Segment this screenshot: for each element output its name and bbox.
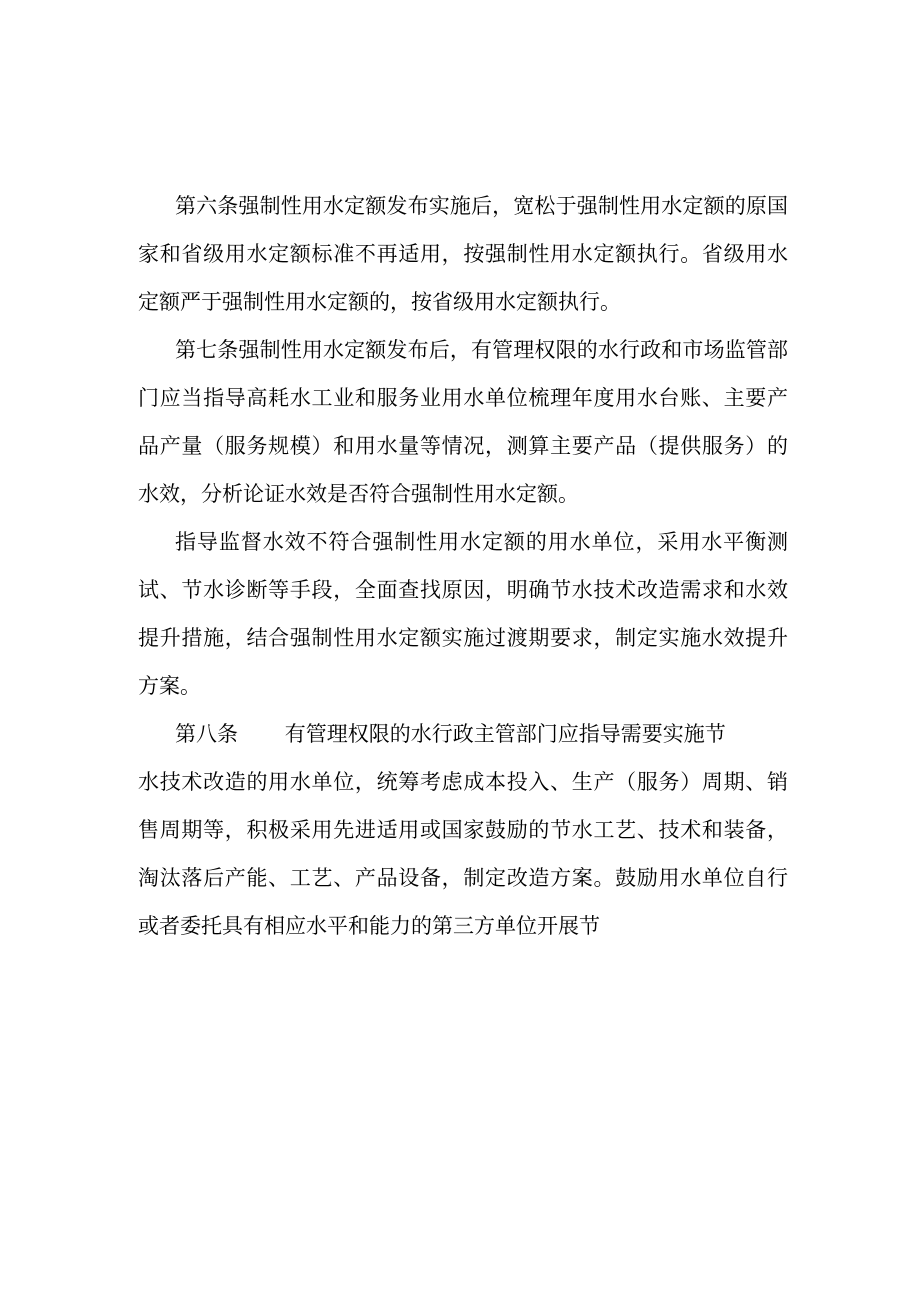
paragraph-article-6: 第六条强制性用水定额发布实施后，宽松于强制性用水定额的原国家和省级用水定额标准不再适用，按强制性用水定额执行。省级用水定额严于强制性用水定额的，按省级用水定额执行。 — [138, 194, 788, 314]
document-body — [138, 182, 788, 950]
article-8-first-line-text: 有管理权限的水行政主管部门应指导需要实施节 — [284, 722, 726, 746]
article-8-heading: 第八条 — [175, 722, 238, 746]
paragraph-article-7: 第七条强制性用水定额发布后，有管理权限的水行政和市场监管部门应当指导高耗水工业和服务业用水单位梳理年度用水台账、主要产品产量（服务规模）和用水量等情况，测算主要产品（提供服务）的水效，分析论证水效是否符合强制性用水定额。 — [138, 338, 788, 506]
article-8-first-line — [138, 710, 788, 758]
paragraph-guidance: 指导监督水效不符合强制性用水定额的用水单位，采用水平衡测试、节水诊断等手段，全面查找原因，明确节水技术改造需求和水效提升措施，结合强制性用水定额实施过渡期要求，制定实施水效提升方案。 — [138, 530, 788, 698]
article-8-body: 水技术改造的用水单位，统筹考虑成本投入、生产（服务）周期、销售周期等，积极采用先进适用或国家鼓励的节水工艺、技术和装备，淘汰落后产能、工艺、产品设备，制定改造方案。鼓励用水单位自行或者委托具有相应水平和能力的第三方单位开展节 — [138, 770, 788, 938]
